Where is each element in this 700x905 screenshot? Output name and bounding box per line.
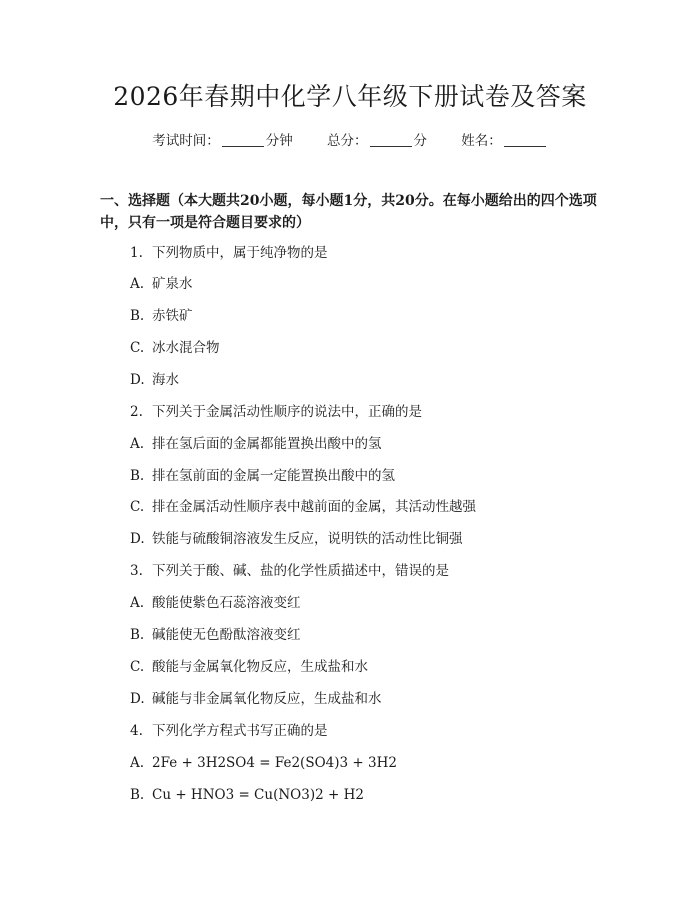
exam-time (152, 131, 293, 151)
exam-meta (0, 131, 700, 151)
option (130, 497, 610, 517)
option-letter: B. (130, 468, 145, 484)
option-text: 排在金属活动性顺序表中越前面的金属，其活动性越强 (152, 499, 476, 515)
exam-time-blank[interactable] (222, 132, 264, 147)
option-text: Cu + HNO3 = Cu(NO3)2 + H2 (152, 787, 364, 803)
question-number: 2. (130, 404, 143, 420)
option-letter: A. (130, 436, 145, 452)
option (130, 338, 610, 358)
exam-time-unit: 分钟 (265, 133, 293, 149)
option-text: 排在氢后面的金属都能置换出酸中的氢 (152, 436, 382, 452)
question-number: 3. (130, 563, 143, 579)
option-text: 2Fe + 3H2SO4 = Fe2(SO4)3 + 3H2 (152, 755, 397, 771)
total-score-unit: 分 (413, 133, 427, 149)
question-stem (130, 243, 610, 263)
option-letter: C. (130, 340, 145, 356)
exam-time-label: 考试时间： (152, 133, 220, 149)
option-text: 铁能与硫酸铜溶液发生反应，说明铁的活动性比铜强 (152, 531, 463, 547)
section-heading: 一、选择题（本大题共20小题，每小题1分，共20分。在每小题给出的四个选项中，只有一项是符合题目要求的） (100, 193, 597, 231)
document-title: 2026年春期中化学八年级下册试卷及答案 (113, 82, 587, 111)
option (130, 466, 610, 486)
question-stem (130, 561, 610, 581)
option-text: 碱能与非金属氧化物反应，生成盐和水 (152, 691, 382, 707)
option-letter: D. (130, 691, 145, 707)
question-stem (130, 402, 610, 422)
option-letter: D. (130, 372, 145, 388)
option-letter: A. (130, 595, 145, 611)
option-letter: A. (130, 276, 145, 292)
option (130, 529, 610, 549)
option-text: 冰水混合物 (152, 340, 220, 356)
option (130, 370, 610, 390)
total-score (327, 131, 427, 151)
option-text: 碱能使无色酚酞溶液变红 (152, 627, 301, 643)
option (130, 306, 610, 326)
option-text: 排在氢前面的金属一定能置换出酸中的氢 (152, 468, 395, 484)
question-text: 下列物质中，属于纯净物的是 (152, 245, 328, 261)
question-text: 下列关于酸、碱、盐的化学性质描述中，错误的是 (152, 563, 449, 579)
option-text: 海水 (152, 372, 179, 388)
option-text: 矿泉水 (152, 276, 193, 292)
option (130, 625, 610, 645)
option (130, 657, 610, 677)
option (130, 593, 610, 613)
option-text: 赤铁矿 (152, 308, 193, 324)
option-text: 酸能与金属氧化物反应，生成盐和水 (152, 659, 368, 675)
option-letter: C. (130, 659, 145, 675)
option-letter: A. (130, 755, 145, 771)
student-name-label: 姓名： (461, 133, 502, 149)
question-text: 下列关于金属活动性顺序的说法中，正确的是 (152, 404, 422, 420)
question-text: 下列化学方程式书写正确的是 (152, 723, 328, 739)
option-letter: D. (130, 531, 145, 547)
student-name-blank[interactable] (504, 132, 546, 147)
option (130, 434, 610, 454)
option (130, 689, 610, 709)
question-stem (130, 721, 610, 741)
option-letter: B. (130, 308, 145, 324)
option (130, 753, 610, 773)
option-letter: C. (130, 499, 145, 515)
total-score-label: 总分： (327, 133, 368, 149)
student-name (461, 131, 548, 151)
question-number: 4. (130, 723, 143, 739)
option-letter: B. (130, 787, 145, 803)
option (130, 274, 610, 294)
total-score-blank[interactable] (370, 132, 412, 147)
option (130, 785, 610, 805)
option-text: 酸能使紫色石蕊溶液变红 (152, 595, 301, 611)
question-number: 1. (130, 245, 143, 261)
option-letter: B. (130, 627, 145, 643)
